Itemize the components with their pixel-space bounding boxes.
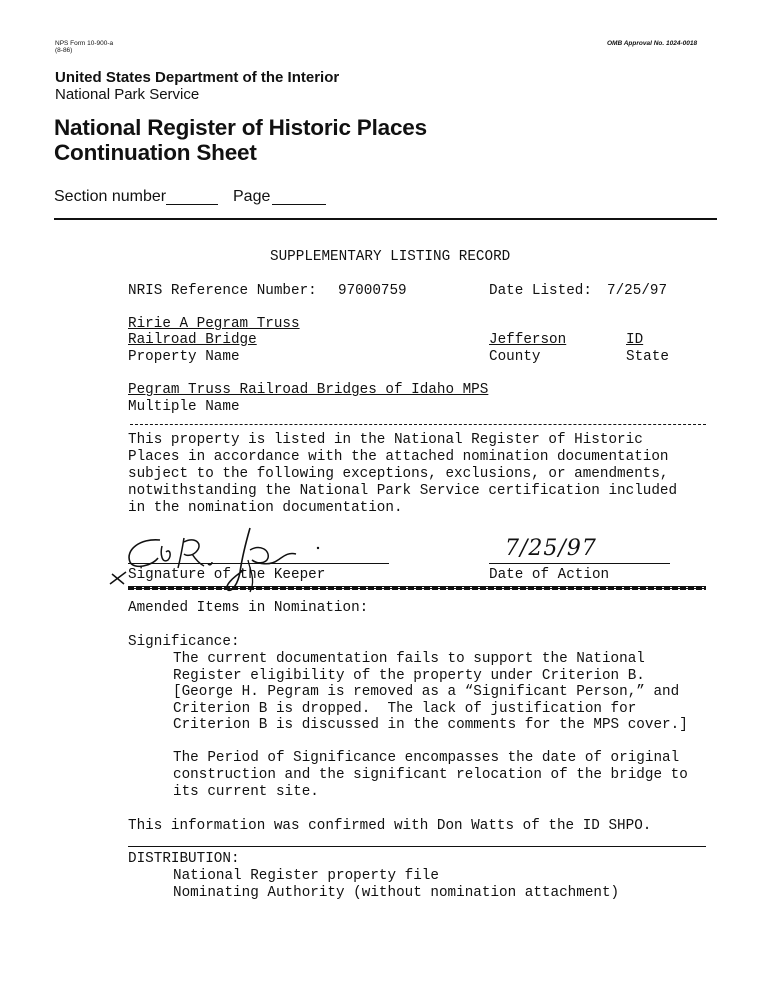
date-of-action-label: Date of Action (489, 567, 610, 583)
nris-number: 97000759 (338, 283, 407, 299)
date-of-action-line (489, 563, 670, 564)
period-line: The Period of Significance encompasses the date of original (173, 750, 680, 766)
nris-label: NRIS Reference Number: (128, 283, 317, 299)
significance-line: Criterion B is dropped. The lack of justification for (173, 701, 637, 717)
header-rule (54, 218, 717, 220)
property-name-line2: Railroad Bridge (128, 332, 257, 348)
distribution-item: National Register property file (173, 868, 439, 884)
distribution-item: Nominating Authority (without nomination attachment) (173, 885, 620, 901)
significance-line: The current documentation fails to support the National (173, 651, 645, 667)
statement-line: This property is listed in the National Register of Historic (128, 432, 643, 448)
multiple-name-label: Multiple Name (128, 399, 240, 415)
statement-line: in the nomination documentation. (128, 500, 403, 516)
period-line: construction and the significant relocation of the bridge to (173, 767, 688, 783)
record-heading: SUPPLEMENTARY LISTING RECORD (270, 249, 511, 265)
page-blank (272, 204, 326, 205)
section-number-label: Section number (54, 188, 167, 205)
significance-line: Register eligibility of the property under Criterion B. (173, 668, 645, 684)
significance-line: [George H. Pegram is removed as a “Significant Person,” and (173, 684, 680, 700)
form-number: NPS Form 10-900-a (55, 40, 114, 47)
significance-line: Criterion B is discussed in the comments for the MPS cover.] (173, 717, 688, 733)
date-listed-value: 7/25/97 (607, 283, 668, 299)
double-separator-ticks (128, 586, 706, 590)
department-name: United States Department of the Interior (55, 69, 340, 86)
distribution-label: DISTRIBUTION: (128, 851, 240, 867)
multiple-name-value: Pegram Truss Railroad Bridges of Idaho MPS (128, 382, 489, 398)
county-value: Jefferson (489, 332, 567, 348)
amended-label: Amended Items in Nomination: (128, 600, 369, 616)
signature-line (128, 563, 389, 564)
section-number-blank (166, 204, 218, 205)
state-label: State (626, 349, 669, 365)
statement-line: Places in accordance with the attached nomination documentation (128, 449, 669, 465)
significance-label: Significance: (128, 634, 240, 650)
date-listed-label: Date Listed: (489, 283, 592, 299)
distribution-rule (128, 846, 706, 847)
property-name-line1: Ririe A Pegram Truss (128, 316, 300, 332)
statement-line: notwithstanding the National Park Service certification included (128, 483, 678, 499)
signature-label: Signature of the Keeper (128, 567, 326, 583)
county-label: County (489, 349, 541, 365)
form-date: (8-86) (55, 47, 73, 54)
form-subtitle: Continuation Sheet (54, 140, 257, 165)
period-line: its current site. (173, 784, 319, 800)
statement-line: subject to the following exceptions, exclusions, or amendments, (128, 466, 669, 482)
handwritten-date: 7/25/97 (505, 536, 597, 561)
page-label: Page (233, 188, 271, 205)
agency-name: National Park Service (55, 86, 200, 103)
omb-approval: OMB Approval No. 1024-0018 (607, 40, 698, 47)
dashed-separator (130, 424, 706, 425)
form-title: National Register of Historic Places (54, 115, 427, 140)
property-name-label: Property Name (128, 349, 240, 365)
state-value: ID (626, 332, 644, 348)
confirmation-text: This information was confirmed with Don Watts of the ID SHPO. (128, 818, 652, 834)
